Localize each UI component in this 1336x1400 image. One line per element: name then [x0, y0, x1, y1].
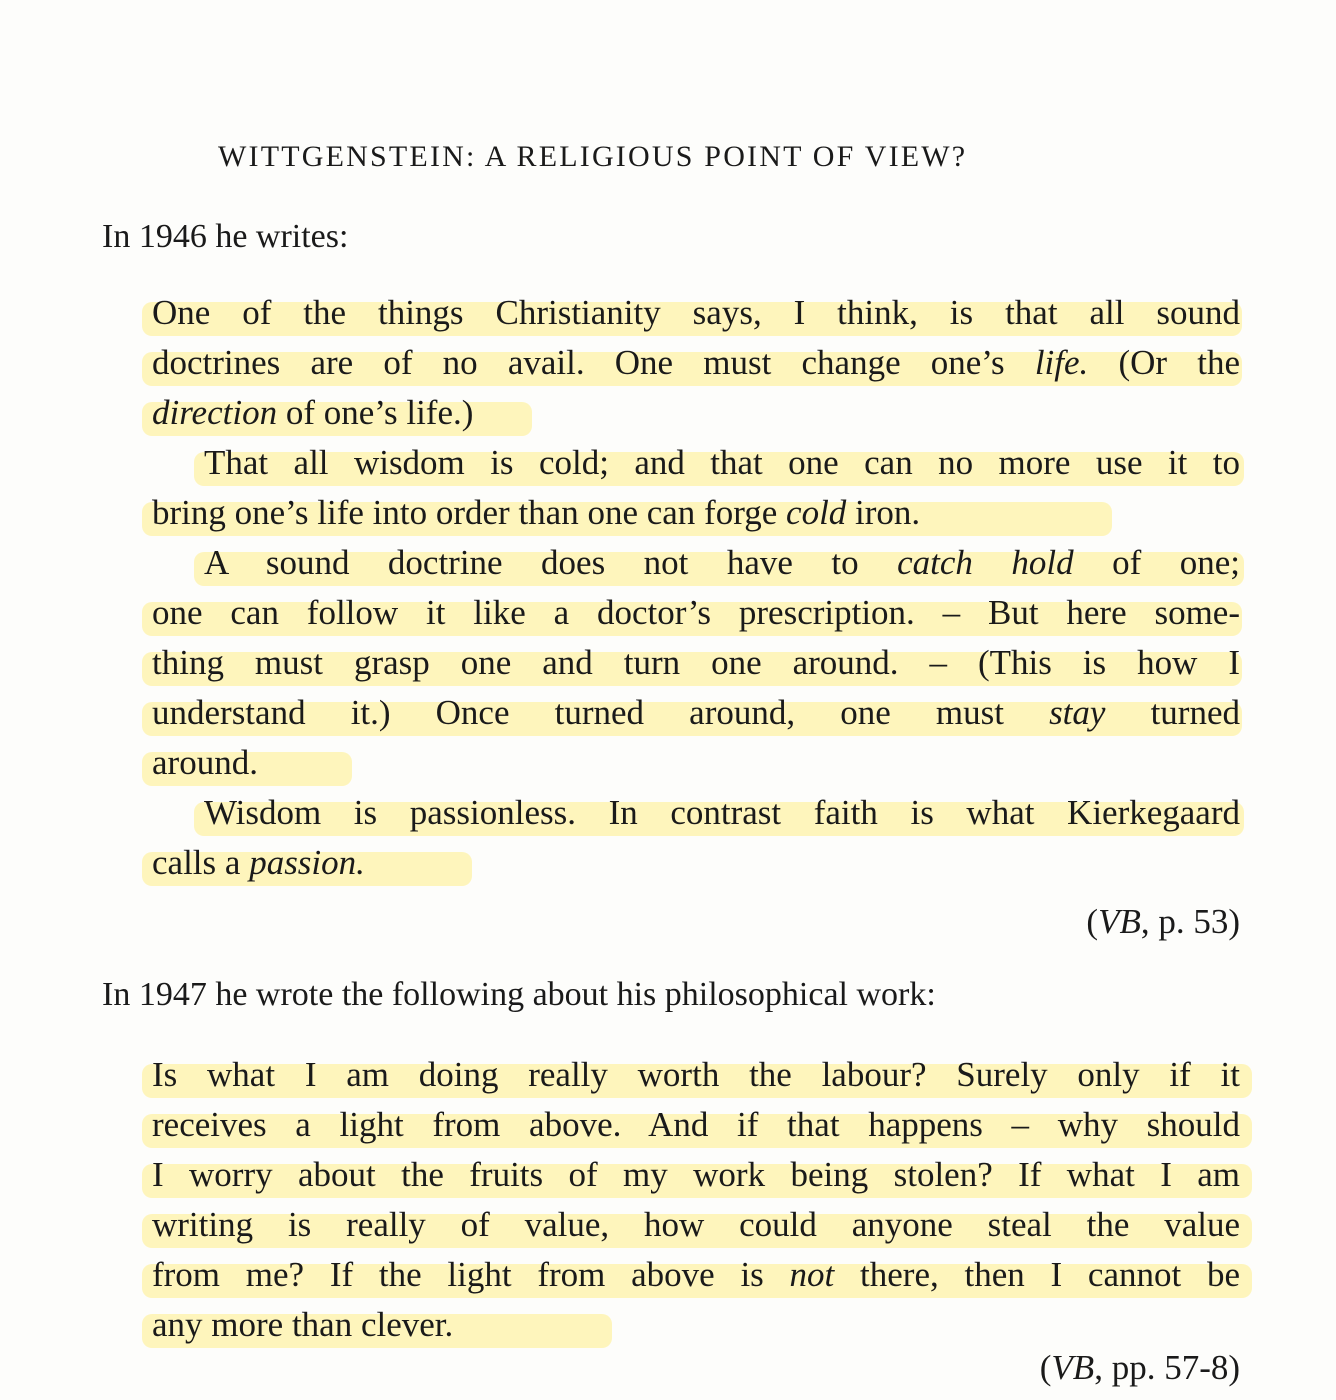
quote-line: thing must grasp one and turn one around. – (This is how I [152, 638, 1240, 688]
quote-line: doctrines are of no avail. One must change one’s life. (Or the [152, 338, 1240, 388]
quote-line: from me? If the light from above is not there, then I cannot be [152, 1250, 1240, 1300]
quote-line: A sound doctrine does not have to catch hold of one; [204, 538, 1240, 588]
quote-line: understand it.) Once turned around, one must stay turned [152, 688, 1240, 738]
intro-1946: In 1946 he writes: [102, 218, 349, 255]
quote-line: Wisdom is passionless. In contrast faith is what Kierkegaard [204, 788, 1240, 838]
quote-line: one can follow it like a doctor’s prescription. – But here some- [152, 588, 1240, 638]
quote-line: receives a light from above. And if that happens – why should [152, 1100, 1240, 1150]
citation-1947: (VB, pp. 57-8) [1039, 1348, 1240, 1387]
quote-line: direction of one’s life.) [152, 388, 473, 438]
running-head: WITTGENSTEIN: A RELIGIOUS POINT OF VIEW? [218, 140, 968, 173]
quote-line: One of the things Christianity says, I think, is that all sound [152, 288, 1240, 338]
quote-line: around. [152, 738, 258, 788]
quote-line: bring one’s life into order than one can forge cold iron. [152, 488, 920, 538]
quote-line: I worry about the fruits of my work being stolen? If what I am [152, 1150, 1240, 1200]
quote-line: writing is really of value, how could anyone steal the value [152, 1200, 1240, 1250]
quote-line: calls a passion. [152, 838, 365, 888]
citation-1946: (VB, p. 53) [1086, 902, 1240, 941]
intro-1947: In 1947 he wrote the following about his philosophical work: [102, 976, 936, 1013]
quote-line: Is what I am doing really worth the labour? Surely only if it [152, 1050, 1240, 1100]
quote-line: any more than clever. [152, 1300, 453, 1350]
quote-line: That all wisdom is cold; and that one can no more use it to [204, 438, 1240, 488]
